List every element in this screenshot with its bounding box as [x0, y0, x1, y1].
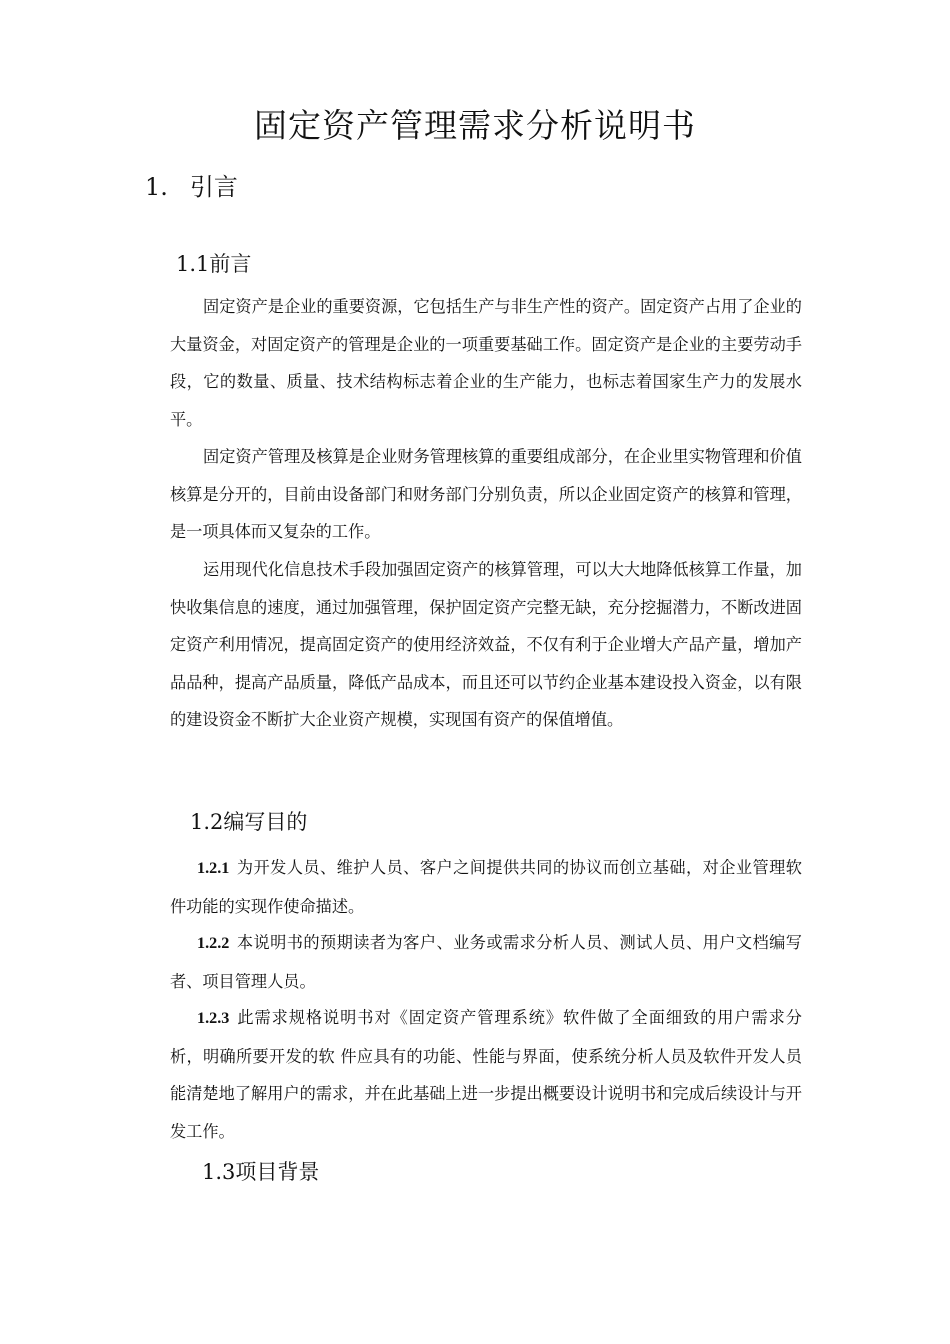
- item-text: 本说明书的预期读者为客户、业务或需求分析人员、测试人员、用户文档编写者、项目管理人员。: [170, 933, 802, 991]
- purpose-item: [170, 849, 802, 925]
- item-text: 此需求规格说明书对《固定资产管理系统》软件做了全面细致的用户需求分析，明确所要开发的软 件应具有的功能、性能与界面，使系统分析人员及软件开发人员能清楚地了解用户的需求，并在此基础上进一步提出概要设计说明书和完成后续设计与开发工作。: [170, 1008, 802, 1141]
- paragraph: 运用现代化信息技术手段加强固定资产的核算管理，可以大大地降低核算工作量，加快收集信息的速度，通过加强管理，保护固定资产完整无缺，充分挖掘潜力，不断改进固定资产利用情况，提高固定资产的使用经济效益，不仅有利于企业增大产品产量，增加产品品种，提高产品质量，降低产品成本，而且还可以节约企业基本建设投入资金，以有限的建设资金不断扩大企业资产规模，实现国有资产的保值增值。: [170, 560, 802, 729]
- item-text: 为开发人员、维护人员、客户之间提供共同的协议而创立基础，对企业管理软件功能的实现作使命描述。: [170, 858, 802, 916]
- subsection-heading-background: 1.3项目背景: [202, 1160, 320, 1184]
- paragraph: 固定资产管理及核算是企业财务管理核算的重要组成部分，在企业里实物管理和价值核算是分开的，目前由设备部门和财务部门分别负责，所以企业固定资产的核算和管理，是一项具体而又复杂的工作。: [170, 447, 802, 541]
- purpose-item: [170, 924, 802, 1000]
- item-number: 1.2.1: [197, 859, 230, 877]
- subsection-heading-preface: 1.1前言: [176, 252, 252, 276]
- section-number: 1.: [145, 173, 168, 201]
- document-title: 固定资产管理需求分析说明书: [254, 106, 696, 145]
- paragraph: 固定资产是企业的重要资源，它包括生产与非生产性的资产。固定资产占用了企业的大量资金，对固定资产的管理是企业的一项重要基础工作。固定资产是企业的主要劳动手段，它的数量、质量、技术结构标志着企业的生产能力，也标志着国家生产力的发展水平。: [170, 297, 802, 429]
- subsection-heading-purpose: 1.2编写目的: [190, 810, 308, 834]
- item-number: 1.2.3: [197, 1009, 230, 1027]
- item-number: 1.2.2: [197, 934, 230, 952]
- purpose-item: [170, 999, 802, 1150]
- section-heading-introduction: [145, 167, 238, 202]
- section-title: 引言: [189, 173, 238, 201]
